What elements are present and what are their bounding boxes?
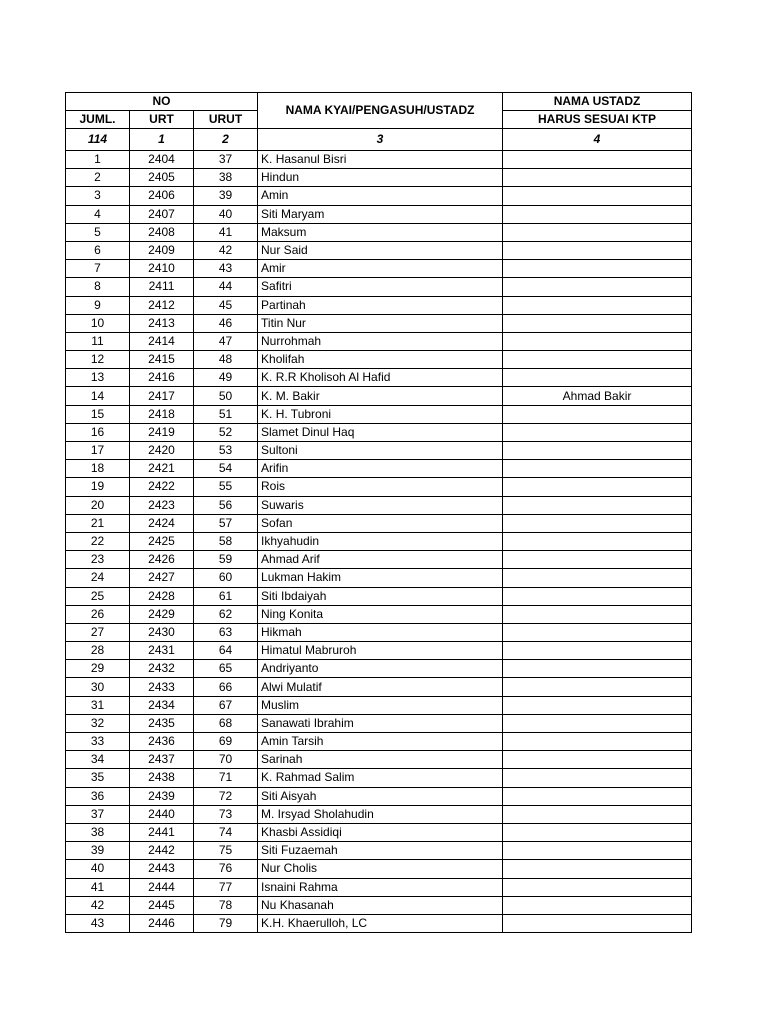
- cell-nama-ustadz: [503, 296, 692, 314]
- cell-urt: 2436: [130, 733, 194, 751]
- cell-juml: 35: [66, 769, 130, 787]
- cell-urut: 64: [194, 642, 258, 660]
- cell-urut: 72: [194, 787, 258, 805]
- cell-nama-kyai: K. M. Bakir: [258, 387, 503, 405]
- header-nama-ustadz: NAMA USTADZ: [503, 93, 692, 111]
- cell-nama-ustadz: [503, 823, 692, 841]
- table-row: [66, 569, 692, 587]
- cell-nama-kyai: Suwaris: [258, 496, 503, 514]
- cell-juml: 14: [66, 387, 130, 405]
- cell-urt: 2408: [130, 223, 194, 241]
- cell-nama-kyai: Siti Ibdaiyah: [258, 587, 503, 605]
- cell-nama-kyai: Siti Fuzaemah: [258, 842, 503, 860]
- header-harus-sesuai-ktp: HARUS SESUAI KTP: [503, 111, 692, 129]
- cell-nama-ustadz: [503, 332, 692, 350]
- cell-nama-ustadz: [503, 442, 692, 460]
- cell-nama-kyai: Partinah: [258, 296, 503, 314]
- cell-urt: 2406: [130, 187, 194, 205]
- cell-urut: 40: [194, 205, 258, 223]
- cell-nama-kyai: Nu Khasanah: [258, 896, 503, 914]
- cell-urt: 2413: [130, 314, 194, 332]
- cell-juml: 28: [66, 642, 130, 660]
- cell-urt: 2445: [130, 896, 194, 914]
- cell-nama-ustadz: [503, 787, 692, 805]
- cell-nama-kyai: Siti Maryam: [258, 205, 503, 223]
- cell-urt: 2429: [130, 605, 194, 623]
- cell-juml: 41: [66, 878, 130, 896]
- cell-urut: 73: [194, 805, 258, 823]
- cell-nama-ustadz: [503, 496, 692, 514]
- cell-urut: 41: [194, 223, 258, 241]
- table-row: [66, 369, 692, 387]
- cell-nama-ustadz: [503, 569, 692, 587]
- cell-urt: 2422: [130, 478, 194, 496]
- cell-nama-kyai: Sanawati Ibrahim: [258, 714, 503, 732]
- cell-nama-kyai: K. Rahmad Salim: [258, 769, 503, 787]
- cell-nama-kyai: Hikmah: [258, 623, 503, 641]
- cell-urut: 52: [194, 423, 258, 441]
- cell-nama-ustadz: [503, 187, 692, 205]
- cell-urut: 54: [194, 460, 258, 478]
- header-no: NO: [66, 93, 258, 111]
- table-row: [66, 878, 692, 896]
- cell-nama-ustadz: [503, 223, 692, 241]
- cell-urt: 2433: [130, 678, 194, 696]
- header-row-1: [66, 93, 692, 111]
- table-row: [66, 241, 692, 259]
- data-table: [65, 92, 692, 933]
- cell-urut: 63: [194, 623, 258, 641]
- cell-nama-kyai: Titin Nur: [258, 314, 503, 332]
- cell-urut: 46: [194, 314, 258, 332]
- cell-urt: 2421: [130, 460, 194, 478]
- table-body: [66, 151, 692, 933]
- cell-juml: 17: [66, 442, 130, 460]
- table-row: [66, 551, 692, 569]
- cell-urt: 2407: [130, 205, 194, 223]
- cell-nama-ustadz: [503, 587, 692, 605]
- cell-juml: 16: [66, 423, 130, 441]
- cell-juml: 3: [66, 187, 130, 205]
- cell-urt: 2426: [130, 551, 194, 569]
- cell-nama-ustadz: [503, 151, 692, 169]
- cell-urt: 2405: [130, 169, 194, 187]
- cell-nama-ustadz: [503, 878, 692, 896]
- cell-nama-kyai: M. Irsyad Sholahudin: [258, 805, 503, 823]
- table-row: [66, 205, 692, 223]
- cell-urut: 55: [194, 478, 258, 496]
- cell-nama-kyai: Lukman Hakim: [258, 569, 503, 587]
- cell-nama-kyai: K. H. Tubroni: [258, 405, 503, 423]
- cell-nama-ustadz: [503, 660, 692, 678]
- cell-juml: 34: [66, 751, 130, 769]
- cell-urut: 60: [194, 569, 258, 587]
- cell-urt: 2418: [130, 405, 194, 423]
- cell-nama-ustadz: [503, 769, 692, 787]
- cell-nama-kyai: Sultoni: [258, 442, 503, 460]
- cell-urut: 62: [194, 605, 258, 623]
- cell-nama-kyai: Safitri: [258, 278, 503, 296]
- table-row: [66, 405, 692, 423]
- table-row: [66, 660, 692, 678]
- cell-urut: 71: [194, 769, 258, 787]
- cell-nama-kyai: Amir: [258, 260, 503, 278]
- table-row: [66, 914, 692, 932]
- cell-nama-ustadz: [503, 514, 692, 532]
- cell-urut: 53: [194, 442, 258, 460]
- cell-urt: 2444: [130, 878, 194, 896]
- cell-urt: 2431: [130, 642, 194, 660]
- cell-nama-ustadz: [503, 860, 692, 878]
- cell-nama-ustadz: [503, 642, 692, 660]
- cell-urut: 58: [194, 532, 258, 550]
- cell-nama-ustadz: [503, 478, 692, 496]
- cell-nama-kyai: Nurrohmah: [258, 332, 503, 350]
- cell-urut: 74: [194, 823, 258, 841]
- cell-urut: 67: [194, 696, 258, 714]
- table-row: [66, 314, 692, 332]
- cell-urut: 42: [194, 241, 258, 259]
- cell-urt: 2410: [130, 260, 194, 278]
- cell-urt: 2427: [130, 569, 194, 587]
- cell-urt: 2437: [130, 751, 194, 769]
- cell-juml: 40: [66, 860, 130, 878]
- table-row: [66, 187, 692, 205]
- cell-nama-ustadz: [503, 423, 692, 441]
- table-row: [66, 169, 692, 187]
- table-row: [66, 296, 692, 314]
- header-nama-kyai: NAMA KYAI/PENGASUH/USTADZ: [258, 93, 503, 129]
- cell-nama-ustadz: [503, 260, 692, 278]
- cell-nama-kyai: Ikhyahudin: [258, 532, 503, 550]
- cell-nama-ustadz: [503, 369, 692, 387]
- cell-nama-ustadz: [503, 460, 692, 478]
- table-row: [66, 642, 692, 660]
- cell-juml: 23: [66, 551, 130, 569]
- cell-nama-ustadz: [503, 351, 692, 369]
- table-row: [66, 423, 692, 441]
- cell-urut: 70: [194, 751, 258, 769]
- cell-nama-ustadz: [503, 169, 692, 187]
- cell-urt: 2432: [130, 660, 194, 678]
- table-row: [66, 532, 692, 550]
- cell-juml: 42: [66, 896, 130, 914]
- cell-juml: 12: [66, 351, 130, 369]
- cell-nama-kyai: K.H. Khaerulloh, LC: [258, 914, 503, 932]
- cell-juml: 20: [66, 496, 130, 514]
- cell-urt: 2420: [130, 442, 194, 460]
- table-row: [66, 623, 692, 641]
- cell-urt: 2419: [130, 423, 194, 441]
- cell-urt: 2441: [130, 823, 194, 841]
- cell-juml: 33: [66, 733, 130, 751]
- cell-urut: 68: [194, 714, 258, 732]
- cell-urt: 2446: [130, 914, 194, 932]
- table-row: [66, 387, 692, 405]
- table-row: [66, 514, 692, 532]
- cell-juml: 31: [66, 696, 130, 714]
- cell-juml: 18: [66, 460, 130, 478]
- header-urut: URUT: [194, 111, 258, 129]
- cell-juml: 1: [66, 151, 130, 169]
- cell-nama-ustadz: [503, 896, 692, 914]
- table-row: [66, 496, 692, 514]
- cell-nama-kyai: Himatul Mabruroh: [258, 642, 503, 660]
- cell-juml: 21: [66, 514, 130, 532]
- cell-urut: 49: [194, 369, 258, 387]
- table-row: [66, 151, 692, 169]
- header-urt: URT: [130, 111, 194, 129]
- cell-nama-kyai: Maksum: [258, 223, 503, 241]
- cell-urut: 66: [194, 678, 258, 696]
- header-num-cell: 114: [66, 129, 130, 151]
- table-row: [66, 278, 692, 296]
- cell-nama-ustadz: [503, 241, 692, 259]
- cell-nama-kyai: Andriyanto: [258, 660, 503, 678]
- header-num-cell: 2: [194, 129, 258, 151]
- cell-nama-ustadz: [503, 278, 692, 296]
- cell-nama-kyai: Sarinah: [258, 751, 503, 769]
- cell-urt: 2434: [130, 696, 194, 714]
- cell-juml: 2: [66, 169, 130, 187]
- cell-urt: 2417: [130, 387, 194, 405]
- table-row: [66, 714, 692, 732]
- cell-urt: 2412: [130, 296, 194, 314]
- cell-urt: 2443: [130, 860, 194, 878]
- table-row: [66, 605, 692, 623]
- cell-urt: 2425: [130, 532, 194, 550]
- cell-urut: 48: [194, 351, 258, 369]
- cell-urut: 59: [194, 551, 258, 569]
- cell-nama-kyai: Amin Tarsih: [258, 733, 503, 751]
- cell-nama-ustadz: [503, 805, 692, 823]
- cell-nama-ustadz: [503, 551, 692, 569]
- table-row: [66, 696, 692, 714]
- cell-urt: 2411: [130, 278, 194, 296]
- cell-juml: 30: [66, 678, 130, 696]
- cell-juml: 9: [66, 296, 130, 314]
- cell-juml: 15: [66, 405, 130, 423]
- cell-nama-ustadz: [503, 696, 692, 714]
- cell-nama-ustadz: [503, 605, 692, 623]
- cell-urut: 50: [194, 387, 258, 405]
- cell-nama-ustadz: [503, 678, 692, 696]
- cell-nama-kyai: K. R.R Kholisoh Al Hafid: [258, 369, 503, 387]
- cell-juml: 19: [66, 478, 130, 496]
- table-row: [66, 460, 692, 478]
- cell-nama-ustadz: [503, 623, 692, 641]
- cell-urut: 77: [194, 878, 258, 896]
- cell-nama-ustadz: [503, 714, 692, 732]
- cell-urut: 47: [194, 332, 258, 350]
- cell-nama-ustadz: Ahmad Bakir: [503, 387, 692, 405]
- cell-urut: 43: [194, 260, 258, 278]
- cell-urut: 69: [194, 733, 258, 751]
- cell-urt: 2423: [130, 496, 194, 514]
- cell-nama-kyai: Arifin: [258, 460, 503, 478]
- table-row: [66, 787, 692, 805]
- cell-nama-kyai: Ning Konita: [258, 605, 503, 623]
- cell-nama-kyai: Khasbi Assidiqi: [258, 823, 503, 841]
- cell-nama-kyai: Nur Cholis: [258, 860, 503, 878]
- cell-nama-ustadz: [503, 532, 692, 550]
- cell-urt: 2414: [130, 332, 194, 350]
- cell-urt: 2416: [130, 369, 194, 387]
- table-row: [66, 351, 692, 369]
- header-juml: JUML.: [66, 111, 130, 129]
- cell-urut: 61: [194, 587, 258, 605]
- cell-nama-kyai: Alwi Mulatif: [258, 678, 503, 696]
- cell-nama-ustadz: [503, 314, 692, 332]
- header-num-cell: 1: [130, 129, 194, 151]
- table-row: [66, 751, 692, 769]
- cell-nama-ustadz: [503, 405, 692, 423]
- cell-nama-ustadz: [503, 205, 692, 223]
- table-row: [66, 478, 692, 496]
- cell-urt: 2409: [130, 241, 194, 259]
- cell-juml: 25: [66, 587, 130, 605]
- cell-juml: 38: [66, 823, 130, 841]
- cell-juml: 10: [66, 314, 130, 332]
- cell-nama-kyai: Ahmad Arif: [258, 551, 503, 569]
- table-row: [66, 805, 692, 823]
- table-row: [66, 860, 692, 878]
- cell-urut: 51: [194, 405, 258, 423]
- cell-urut: 79: [194, 914, 258, 932]
- cell-juml: 13: [66, 369, 130, 387]
- cell-urut: 76: [194, 860, 258, 878]
- table-row: [66, 260, 692, 278]
- table-row: [66, 587, 692, 605]
- cell-juml: 39: [66, 842, 130, 860]
- cell-juml: 43: [66, 914, 130, 932]
- cell-urut: 37: [194, 151, 258, 169]
- cell-nama-ustadz: [503, 914, 692, 932]
- cell-urt: 2442: [130, 842, 194, 860]
- cell-juml: 7: [66, 260, 130, 278]
- cell-juml: 4: [66, 205, 130, 223]
- cell-nama-kyai: Sofan: [258, 514, 503, 532]
- cell-nama-kyai: Rois: [258, 478, 503, 496]
- cell-nama-kyai: Kholifah: [258, 351, 503, 369]
- table-header: [66, 93, 692, 151]
- header-number-row: [66, 129, 692, 151]
- cell-juml: 5: [66, 223, 130, 241]
- cell-nama-kyai: Hindun: [258, 169, 503, 187]
- cell-nama-kyai: Amin: [258, 187, 503, 205]
- cell-nama-kyai: Siti Aisyah: [258, 787, 503, 805]
- cell-urut: 45: [194, 296, 258, 314]
- cell-urut: 44: [194, 278, 258, 296]
- cell-urut: 39: [194, 187, 258, 205]
- cell-urt: 2424: [130, 514, 194, 532]
- cell-urut: 38: [194, 169, 258, 187]
- table-row: [66, 769, 692, 787]
- cell-juml: 37: [66, 805, 130, 823]
- cell-nama-kyai: K. Hasanul Bisri: [258, 151, 503, 169]
- table-row: [66, 223, 692, 241]
- cell-juml: 11: [66, 332, 130, 350]
- table-row: [66, 442, 692, 460]
- cell-juml: 22: [66, 532, 130, 550]
- cell-juml: 26: [66, 605, 130, 623]
- table-row: [66, 332, 692, 350]
- table-row: [66, 733, 692, 751]
- cell-juml: 32: [66, 714, 130, 732]
- table-row: [66, 823, 692, 841]
- cell-nama-kyai: Nur Said: [258, 241, 503, 259]
- table-row: [66, 896, 692, 914]
- cell-urt: 2430: [130, 623, 194, 641]
- cell-urut: 75: [194, 842, 258, 860]
- table-row: [66, 842, 692, 860]
- cell-urt: 2435: [130, 714, 194, 732]
- header-num-cell: 3: [258, 129, 503, 151]
- table-row: [66, 678, 692, 696]
- cell-urt: 2439: [130, 787, 194, 805]
- cell-nama-ustadz: [503, 733, 692, 751]
- cell-urut: 65: [194, 660, 258, 678]
- cell-nama-kyai: Muslim: [258, 696, 503, 714]
- cell-urt: 2428: [130, 587, 194, 605]
- cell-juml: 27: [66, 623, 130, 641]
- cell-nama-ustadz: [503, 751, 692, 769]
- cell-urt: 2440: [130, 805, 194, 823]
- cell-urut: 78: [194, 896, 258, 914]
- cell-urt: 2404: [130, 151, 194, 169]
- cell-nama-kyai: Slamet Dinul Haq: [258, 423, 503, 441]
- cell-juml: 24: [66, 569, 130, 587]
- cell-urut: 57: [194, 514, 258, 532]
- cell-juml: 29: [66, 660, 130, 678]
- cell-urut: 56: [194, 496, 258, 514]
- cell-urt: 2415: [130, 351, 194, 369]
- cell-juml: 8: [66, 278, 130, 296]
- cell-juml: 36: [66, 787, 130, 805]
- cell-nama-ustadz: [503, 842, 692, 860]
- cell-urt: 2438: [130, 769, 194, 787]
- cell-nama-kyai: Isnaini Rahma: [258, 878, 503, 896]
- cell-juml: 6: [66, 241, 130, 259]
- header-num-cell: 4: [503, 129, 692, 151]
